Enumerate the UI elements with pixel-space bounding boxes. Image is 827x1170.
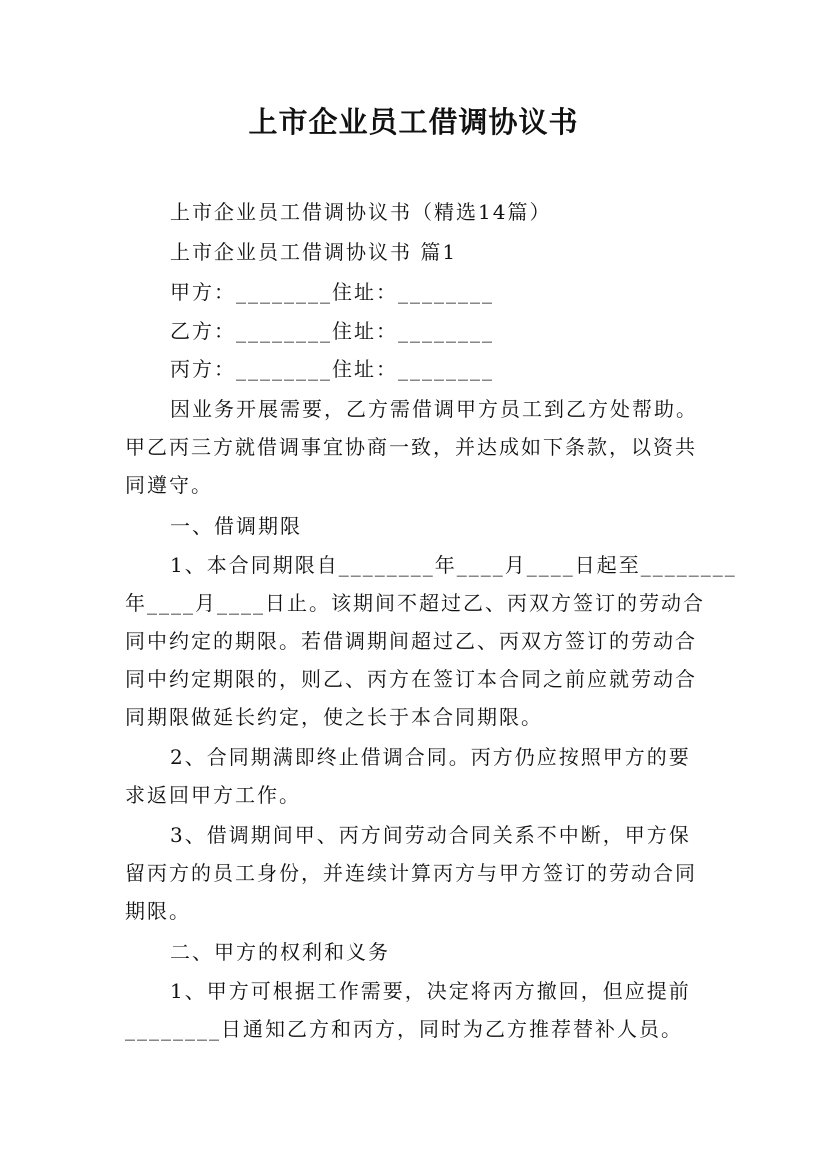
section-heading: 一、借调期限	[170, 514, 302, 538]
paragraph-line: 1、甲方可根据工作需要，决定将丙方撤回，但应提前	[170, 979, 691, 1003]
paragraph-line: 2、合同期满即终止借调合同。丙方仍应按照甲方的要	[170, 745, 691, 769]
paragraph-line: 1、本合同期限自________年____月____日起至________	[170, 553, 737, 577]
paragraph-line: 留丙方的员工身份，并连续计算丙方与甲方签订的劳动合同	[125, 861, 697, 885]
paragraph-line: ________日通知乙方和丙方，同时为乙方推荐替补人员。	[125, 1017, 683, 1041]
subtitle-part: 上市企业员工借调协议书 篇1	[170, 240, 458, 264]
paragraph-line: 同中约定期限的，则乙、丙方在签订本合同之前应就劳动合	[125, 667, 697, 691]
document-title: 上市企业员工借调协议书	[248, 105, 579, 139]
party-b-line: 乙方：________住址：________	[170, 319, 494, 343]
paragraph-line: 甲乙丙三方就借调事宜协商一致，并达成如下条款，以资共	[125, 435, 697, 459]
paragraph-line: 同期限做延长约定，使之长于本合同期限。	[125, 705, 543, 729]
paragraph-line: 年____月____日止。该期间不超过乙、丙双方签订的劳动合	[125, 591, 705, 615]
paragraph-line: 因业务开展需要，乙方需借调甲方员工到乙方处帮助。	[170, 397, 698, 421]
subtitle-collection: 上市企业员工借调协议书（精选14篇）	[170, 200, 552, 224]
paragraph-line: 期限。	[125, 899, 191, 923]
paragraph-line: 3、借调期间甲、丙方间劳动合同关系不中断，甲方保	[170, 823, 691, 847]
party-a-line: 甲方：________住址：________	[170, 280, 494, 304]
section-heading: 二、甲方的权利和义务	[170, 940, 390, 964]
paragraph-line: 同中约定的期限。若借调期间超过乙、丙双方签订的劳动合	[125, 629, 697, 653]
party-c-line: 丙方：________住址：________	[170, 357, 494, 381]
paragraph-line: 求返回甲方工作。	[125, 783, 301, 807]
paragraph-line: 同遵守。	[125, 473, 213, 497]
